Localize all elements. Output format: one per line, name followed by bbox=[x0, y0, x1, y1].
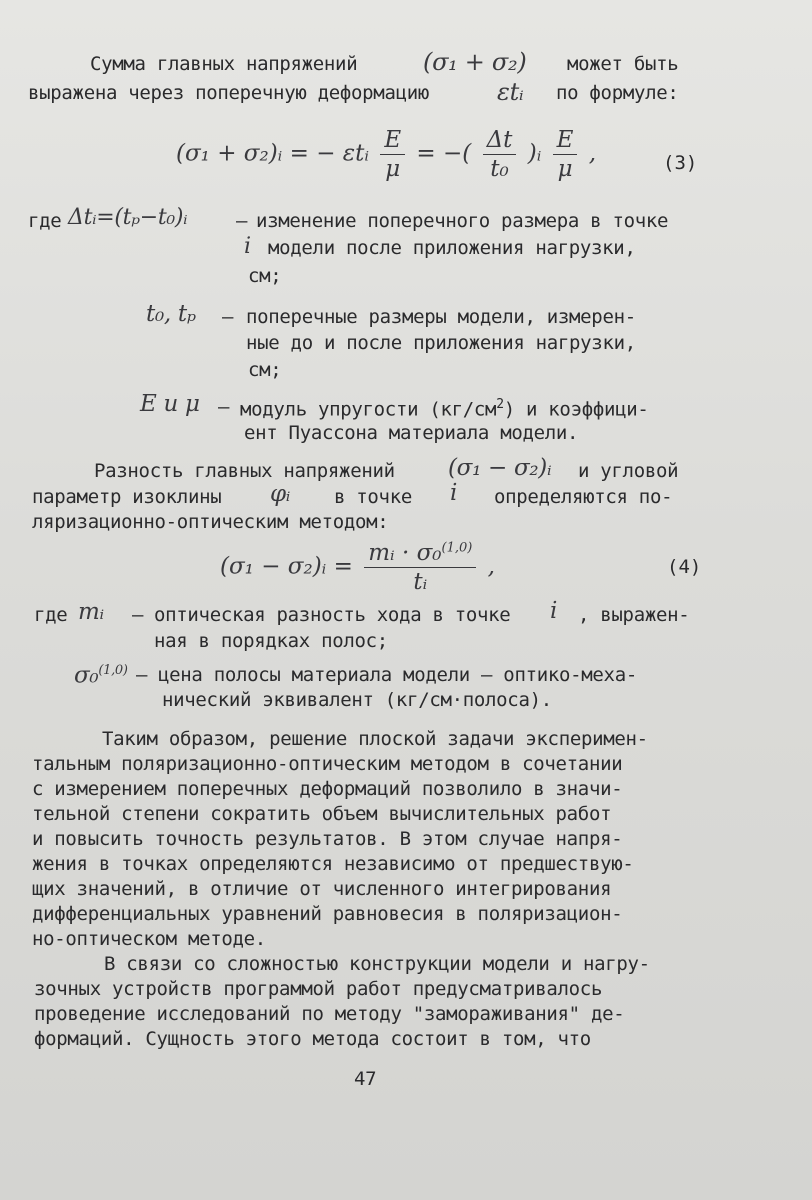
formula-3-frac2 bbox=[483, 127, 517, 182]
def1-line2-symbol: i bbox=[244, 234, 251, 259]
para3-line-2: тальным поляризационно-оптическим методом в сочетании bbox=[32, 753, 623, 775]
para3-line-3: с измерением поперечных деформаций позволило в значи- bbox=[32, 778, 623, 800]
def2-line1: поперечные размеры модели, измерен- bbox=[246, 306, 636, 328]
formula-4-num-sup: (1,0) bbox=[441, 540, 473, 556]
formula-3 bbox=[176, 127, 596, 182]
def5-line1: цена полосы материала модели – оптико-меха- bbox=[158, 664, 637, 686]
formula-4-frac bbox=[364, 540, 476, 595]
para2-text-2a: параметр изоклины bbox=[32, 486, 222, 508]
formula-3-lhs: (σ₁ + σ₂)ᵢ = − εtᵢ bbox=[176, 140, 369, 167]
intro-expr-eps: εtᵢ bbox=[497, 78, 524, 106]
def1-symbol: Δtᵢ=(tₚ−t₀)ᵢ bbox=[68, 205, 188, 230]
formula-3-frac1-den: μ bbox=[385, 156, 401, 182]
formula-3-close: )ᵢ bbox=[527, 140, 542, 167]
def3-line1b: ) и коэффици- bbox=[503, 398, 649, 421]
formula-3-frac2-den: t₀ bbox=[490, 156, 509, 182]
def1-lead: где bbox=[28, 210, 62, 232]
def4-line1a: оптическая разность хода в точке bbox=[154, 604, 511, 626]
def1-line1: изменение поперечного размера в точке bbox=[256, 210, 669, 232]
def4-line2: ная в порядках полос; bbox=[154, 630, 388, 652]
para2-expr-diff: (σ₁ − σ₂)ᵢ bbox=[448, 455, 552, 481]
formula-4-tail: , bbox=[487, 553, 495, 580]
formula-3-frac3-num: E bbox=[553, 127, 578, 155]
formula-3-mid: = −( bbox=[416, 140, 472, 167]
formula-4-number: (4) bbox=[667, 556, 702, 578]
def3-dash: – bbox=[218, 396, 230, 418]
formula-4-num bbox=[364, 540, 476, 568]
def4-lead: где bbox=[34, 604, 68, 626]
def5-dash: – bbox=[136, 664, 148, 686]
def5-symbol bbox=[74, 664, 128, 688]
formula-4-den: tᵢ bbox=[413, 569, 428, 595]
para3-line-5: и повысить точность результатов. В этом случае напря- bbox=[32, 828, 623, 850]
para4-line-1: В связи со сложностью конструкции модели и нагру- bbox=[104, 953, 650, 975]
para3-line-4: тельной степени сократить объем вычислительных работ bbox=[32, 803, 612, 825]
formula-3-frac3 bbox=[553, 127, 578, 182]
para3-line-9: но-оптическом методе. bbox=[32, 928, 266, 950]
def2-dash: – bbox=[222, 306, 234, 328]
def5-symbol-sup: (1,0) bbox=[98, 663, 128, 678]
def5-symbol-text: σ₀ bbox=[74, 662, 99, 689]
formula-3-frac1 bbox=[380, 127, 405, 182]
para2-text-1a: Разность главных напряжений bbox=[94, 460, 395, 482]
formula-4 bbox=[220, 540, 495, 595]
def4-point-i: i bbox=[550, 598, 558, 624]
def1-dash: – bbox=[236, 210, 248, 232]
para2-text-2b: в точке bbox=[334, 486, 412, 508]
def2-line3: см; bbox=[248, 359, 282, 381]
para2-expr-phi: φᵢ bbox=[270, 481, 291, 507]
intro-text-1b: может быть bbox=[567, 53, 679, 75]
formula-3-frac2-num: Δt bbox=[483, 127, 517, 155]
def3-line1 bbox=[240, 398, 649, 419]
def1-line3: см; bbox=[248, 265, 282, 287]
para3-line-8: дифференциальных уравнений равновесия в поляризацион- bbox=[32, 903, 623, 925]
para2-point-i: i bbox=[450, 480, 458, 506]
para4-line-4: формаций. Сущность этого метода состоит в том, что bbox=[34, 1028, 591, 1050]
intro-expr-sum: (σ₁ + σ₂) bbox=[423, 48, 527, 76]
para2-text-1b: и угловой bbox=[578, 460, 679, 482]
formula-4-lhs: (σ₁ − σ₂)ᵢ = bbox=[220, 553, 353, 580]
def3-symbol: E и μ bbox=[140, 391, 200, 417]
para3-line-1: Таким образом, решение плоской задачи эксперимен- bbox=[102, 728, 648, 750]
def3-line2: ент Пуассона материала модели. bbox=[244, 422, 579, 444]
def3-line1-sup: 2 bbox=[496, 397, 504, 412]
def4-line1b: , выражен- bbox=[578, 604, 690, 626]
intro-text-2a: выражена через поперечную деформацию bbox=[28, 82, 430, 104]
para4-line-2: зочных устройств программой работ предусматривалось bbox=[34, 978, 603, 1000]
def2-line2: ные до и после приложения нагрузки, bbox=[246, 332, 636, 354]
para3-line-6: жения в точках определяются независимо от предшествую- bbox=[32, 853, 634, 875]
def3-line1a: модуль упругости (кг/см bbox=[240, 398, 497, 421]
formula-3-frac3-den: μ bbox=[557, 156, 573, 182]
formula-3-frac1-num: E bbox=[380, 127, 405, 155]
para2-text-2d: определяются по- bbox=[494, 486, 673, 508]
def1-line2: модели после приложения нагрузки, bbox=[268, 237, 636, 259]
def2-symbol: t₀, tₚ bbox=[146, 301, 196, 327]
def4-dash: – bbox=[132, 604, 144, 626]
formula-3-number: (3) bbox=[663, 152, 698, 174]
page-number: 47 bbox=[354, 1068, 377, 1090]
def5-line2: нический эквивалент (кг/см·полоса). bbox=[162, 689, 552, 711]
intro-text-2b: по формуле: bbox=[556, 82, 679, 104]
intro-text-1a: Сумма главных напряжений bbox=[90, 53, 358, 75]
para4-line-3: проведение исследований по методу "замораживания" де- bbox=[34, 1003, 625, 1025]
formula-3-tail: , bbox=[588, 140, 597, 167]
def4-symbol: mᵢ bbox=[78, 599, 104, 625]
formula-4-num-text: mᵢ · σ₀ bbox=[368, 540, 442, 566]
para3-line-7: щих значений, в отличие от численного интегрирования bbox=[32, 878, 612, 900]
para2-text-3: ляризационно-оптическим методом: bbox=[32, 511, 389, 533]
